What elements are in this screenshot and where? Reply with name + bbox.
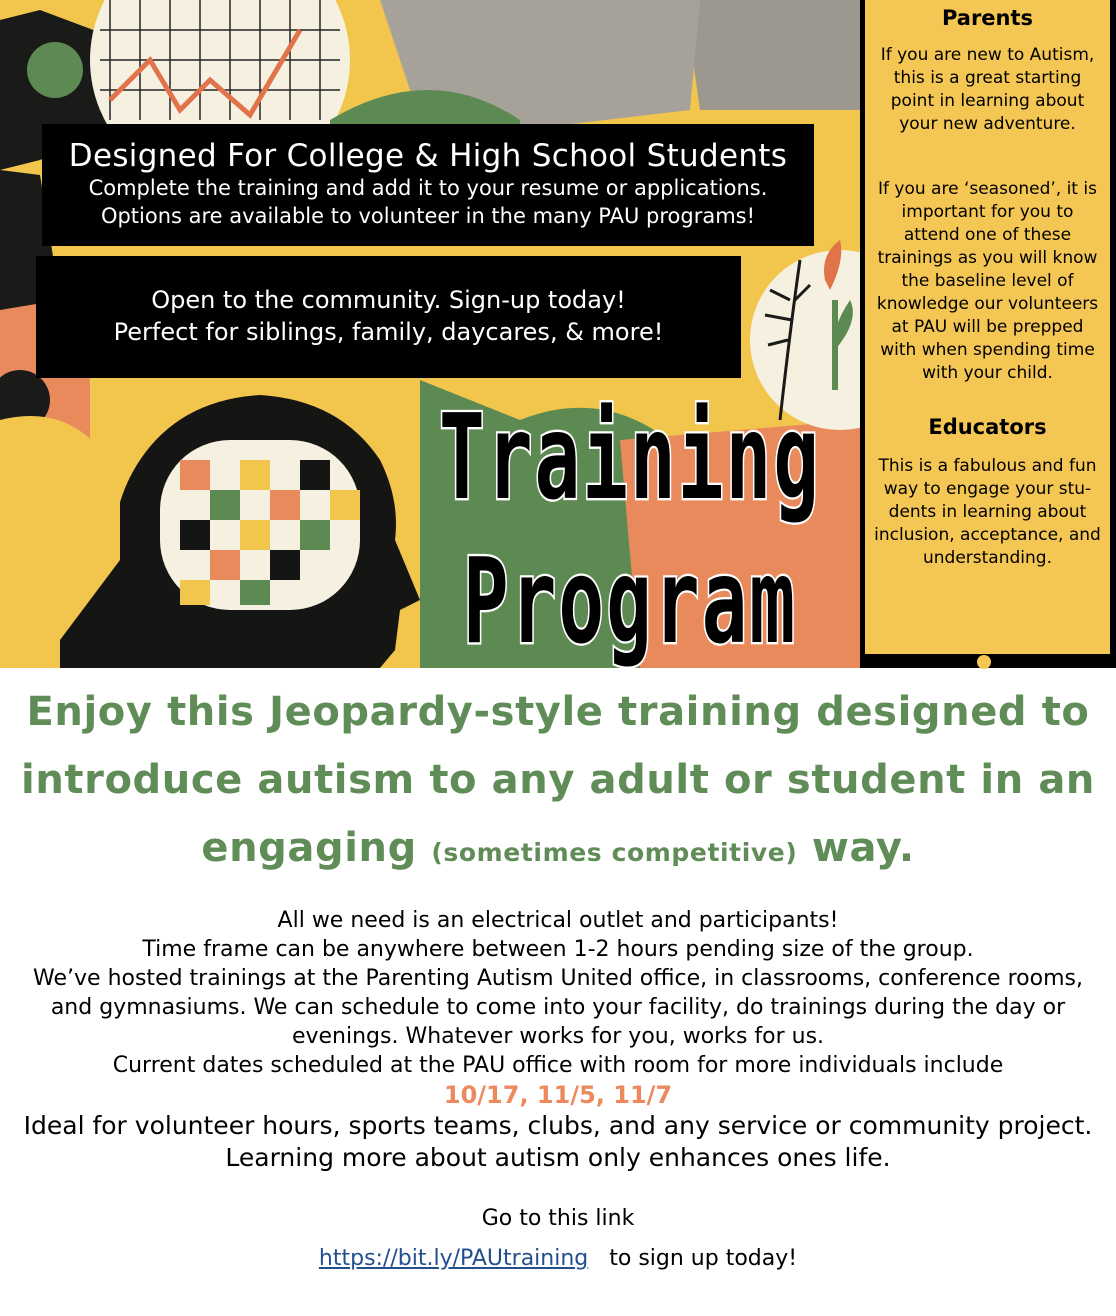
lead-line-2: introduce autism to any adult or student in an bbox=[21, 757, 1095, 803]
community-banner-line-1: Open to the community. Sign-up today! bbox=[151, 286, 626, 314]
community-banner-line-2: Perfect for siblings, family, daycares, & more! bbox=[113, 318, 664, 346]
lead-engaging: engaging bbox=[201, 825, 417, 871]
title-training: Training bbox=[438, 388, 822, 526]
parents-heading: Parents bbox=[941, 6, 1034, 30]
lead-statement bbox=[0, 678, 1116, 887]
parents-paragraph-2: If you are ‘seasoned’, it is important for you to attend one of these trainings as you will know the baseline level of knowledge our volunteers at PAU will be prepped with when spending time with your child. bbox=[876, 179, 1099, 383]
students-banner-heading: Designed For College & High School Students bbox=[68, 138, 788, 174]
students-banner bbox=[42, 124, 814, 246]
hero-illustration bbox=[0, 0, 860, 668]
details-locations: We’ve hosted trainings at the Parenting Autism United office, in classrooms, conference rooms, and gymnasiums. We can schedule to come into your facility, do trainings during the day or evenings. Whatever works for you, works for us. bbox=[33, 966, 1083, 1049]
audience-sidebar-panel bbox=[865, 0, 1110, 654]
community-banner bbox=[36, 256, 741, 378]
educators-paragraph: This is a fabulous and fun way to engage your stu-dents in learning about inclusion, acceptance, and understanding. bbox=[874, 456, 1101, 568]
audience-sidebar bbox=[860, 0, 1116, 668]
cta-intro: Go to this link bbox=[481, 1206, 635, 1231]
details-current-dates: Current dates scheduled at the PAU office with room for more individuals include bbox=[112, 1053, 1004, 1078]
cta-suffix: to sign up today! bbox=[609, 1246, 798, 1271]
students-banner-line-2: Options are available to volunteer in the many PAU programs! bbox=[100, 204, 756, 228]
cta-row bbox=[0, 1246, 1116, 1271]
details-outlet: All we need is an electrical outlet and participants! bbox=[277, 908, 839, 933]
sidebar-dot bbox=[977, 655, 991, 669]
details-time-frame: Time frame can be anywhere between 1-2 hours pending size of the group. bbox=[142, 937, 974, 962]
lead-way: way. bbox=[811, 825, 915, 871]
scheduled-dates: 10/17, 11/5, 11/7 bbox=[443, 1081, 673, 1109]
lead-line-3 bbox=[0, 814, 1116, 887]
students-banner-line-1: Complete the training and add it to your resume or applications. bbox=[88, 176, 768, 200]
title-program: Program bbox=[462, 532, 798, 668]
educators-heading: Educators bbox=[928, 415, 1047, 439]
details-section bbox=[20, 906, 1096, 1174]
lead-line-1: Enjoy this Jeopardy-style training designed to bbox=[26, 689, 1090, 735]
signup-link[interactable]: https://bit.ly/PAUtraining bbox=[318, 1246, 589, 1271]
lead-sometimes-competitive: (sometimes competitive) bbox=[431, 838, 798, 867]
details-ideal-for: Ideal for volunteer hours, sports teams, clubs, and any service or community project. Learning more about autism only enhances ones life. bbox=[23, 1111, 1093, 1172]
parents-paragraph-1: If you are new to Autism, this is a great starting point in learning about your new adventure. bbox=[880, 45, 1095, 134]
